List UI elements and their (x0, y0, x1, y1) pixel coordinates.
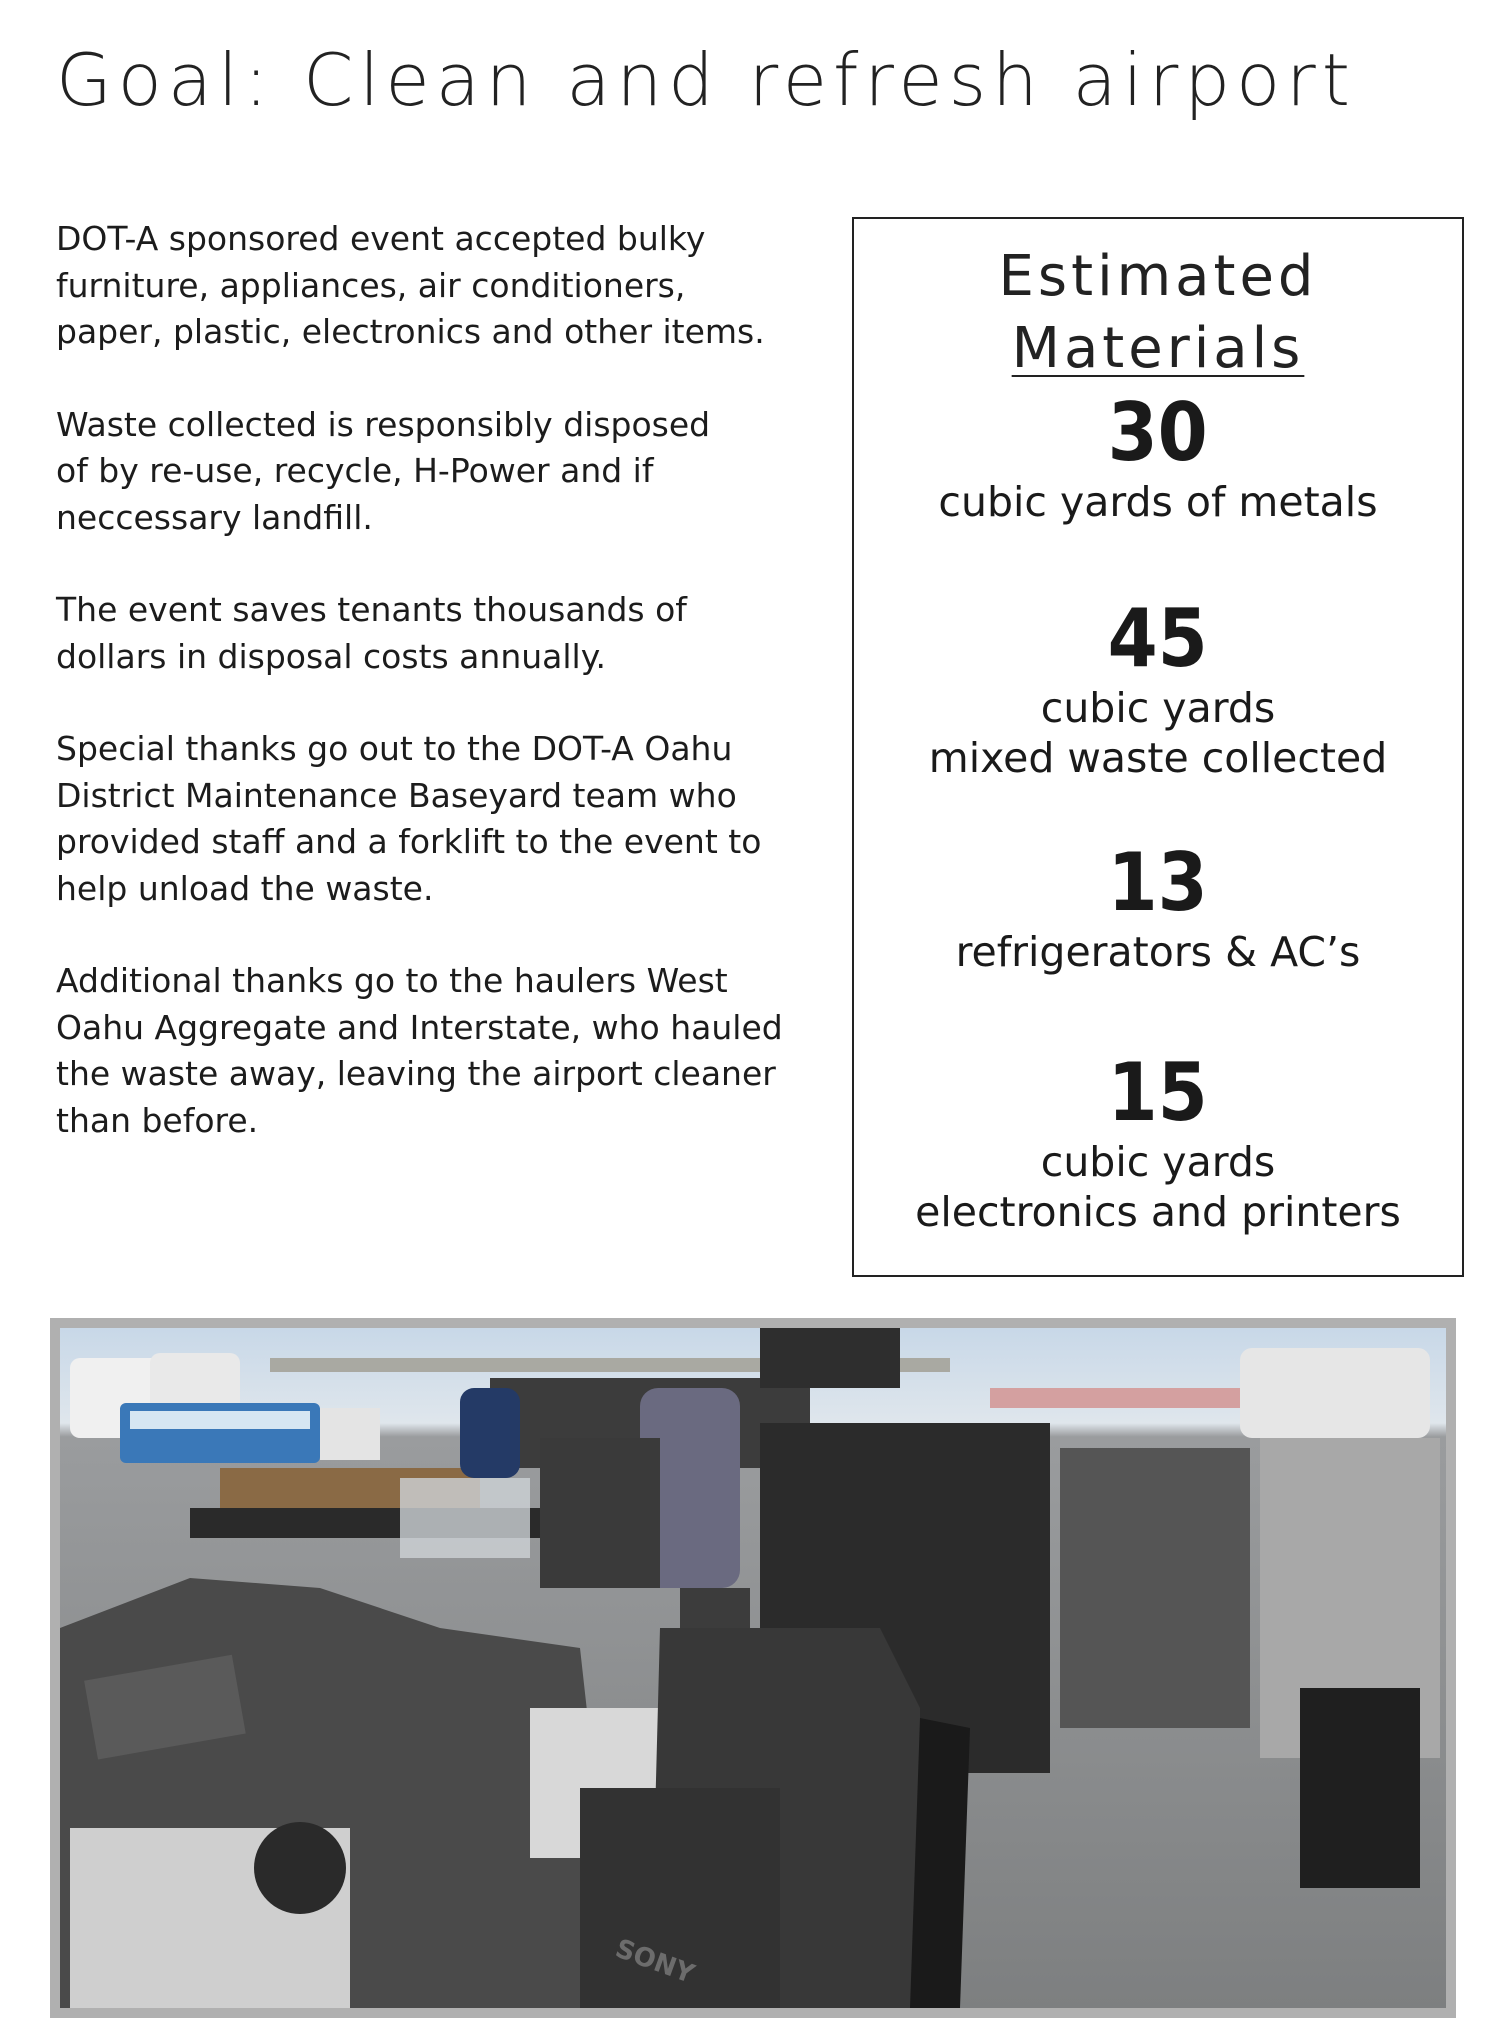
estimated-materials-box (852, 217, 1464, 1277)
intro-paragraph-event: DOT-A sponsored event accepted bulky furniture, appliances, air conditioners, paper, plastic, electronics and other items. (56, 219, 765, 351)
monitor-stand (254, 1822, 346, 1914)
stat-value: 45 (1107, 592, 1209, 685)
sony-logo: SONY (611, 1933, 699, 1990)
plastic-wrapped-items (400, 1478, 530, 1558)
intro-paragraph-thanks-haulers: Additional thanks go to the haulers West Oahu Aggregate and Interstate, who hauled the waste away, leaving the airport cleaner than before. (56, 961, 783, 1140)
photo-illustration (60, 1328, 1446, 2008)
stat-label: cubic yards (1040, 684, 1276, 732)
pickup-truck (1240, 1348, 1430, 1438)
stat-mixed-waste (854, 592, 1462, 783)
intro-paragraph-thanks-baseyard: Special thanks go out to the DOT-A Oahu District Maintenance Baseyard team who provided staff and a forklift to the event to help unload the waste. (56, 729, 762, 908)
stat-label: cubic yards of metals (938, 478, 1378, 526)
event-photo (60, 1328, 1446, 2008)
stat-label: electronics and printers (915, 1188, 1401, 1236)
stat-refrigerators (854, 836, 1462, 977)
stat-label: cubic yards (1040, 1138, 1276, 1186)
photo-frame (50, 1318, 1456, 2018)
stat-label: refrigerators & AC’s (955, 928, 1361, 976)
stat-value: 30 (1107, 386, 1209, 479)
intro-paragraph-disposal: Waste collected is responsibly disposed of by re-use, recycle, H-Power and if neccessary landfill. (56, 404, 711, 537)
crt-tv (540, 1438, 660, 1588)
intro-text (56, 216, 826, 1190)
monitor-stack (1060, 1448, 1250, 1728)
flat-panel (910, 1718, 970, 2008)
worker (460, 1388, 520, 1478)
stat-value: 13 (1107, 836, 1209, 929)
stat-value: 15 (1107, 1046, 1209, 1139)
stats-heading: Estimated Materials (998, 244, 1318, 381)
stat-label: mixed waste collected (928, 734, 1388, 782)
intro-paragraph-savings: The event saves tenants thousands of dollars in disposal costs annually. (56, 590, 687, 676)
stat-metals (854, 386, 1462, 527)
stat-electronics (854, 1046, 1462, 1237)
page-title: Goal: Clean and refresh airport (56, 38, 1356, 122)
